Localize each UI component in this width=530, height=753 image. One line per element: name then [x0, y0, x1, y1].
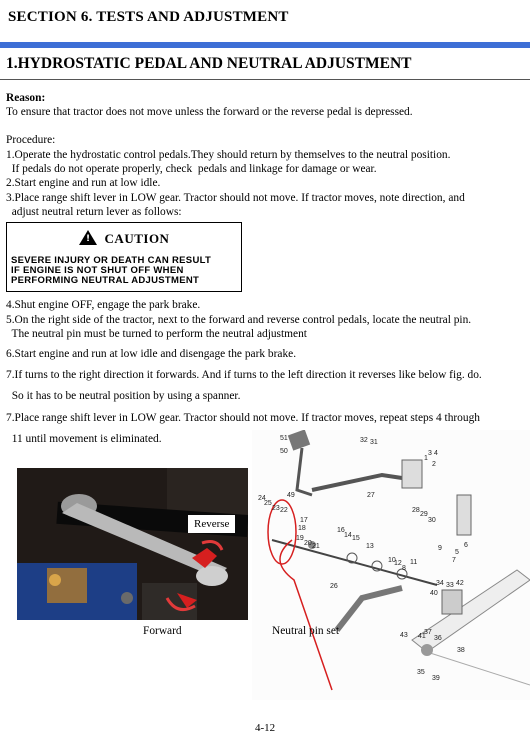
part-number: 15: [352, 535, 360, 542]
step-line: 1.Operate the hydrostatic control pedals.They should return by themselves to the neutral position.: [6, 149, 451, 161]
pedal-linkage-diagram: [252, 430, 530, 700]
caution-title: CAUTION: [104, 231, 170, 246]
reason-label: Reason:: [6, 92, 46, 104]
part-number: 38: [457, 647, 465, 654]
part-number: 14: [344, 532, 352, 539]
part-number: 19: [296, 535, 304, 542]
part-number: 43: [400, 632, 408, 639]
parts-diagram-drawing: [252, 430, 530, 700]
part-number: 11: [410, 559, 418, 566]
part-number: 8: [402, 565, 406, 572]
caution-box: [6, 222, 242, 292]
neutral-pin-photo: [17, 468, 248, 620]
step-line: If pedals do not operate properly, check pedals and linkage for damage or wear.: [6, 163, 377, 175]
part-number: 35: [417, 669, 425, 676]
part-number: 20: [304, 540, 312, 547]
page-heading: 1.HYDROSTATIC PEDAL AND NEUTRAL ADJUSTMENT: [6, 55, 412, 72]
part-number: 32: [360, 437, 368, 444]
diagram-caption: Neutral pin set: [272, 625, 340, 637]
section-title: SECTION 6. TESTS AND ADJUSTMENT: [8, 9, 289, 25]
caution-line: SEVERE INJURY OR DEATH CAN RESULT: [11, 255, 212, 266]
procedure-label: Procedure:: [6, 134, 56, 146]
part-number: 4: [434, 450, 438, 457]
step-line: adjust neutral return lever as follows:: [6, 206, 182, 218]
part-number: 22: [280, 507, 288, 514]
part-number: 29: [420, 511, 428, 518]
part-number: 18: [298, 525, 306, 532]
step-line: 11 until movement is eliminated.: [6, 433, 162, 445]
part-number: 31: [370, 439, 378, 446]
step-line: 7.Place range shift lever in LOW gear. Tractor should not move. If tractor moves, repeat steps 4 through: [6, 412, 480, 424]
caution-text: [11, 256, 237, 286]
part-number: 1: [424, 455, 428, 462]
part-number: 34: [436, 580, 444, 587]
part-number: 33: [446, 582, 454, 589]
part-number: 30: [428, 517, 436, 524]
caution-line: PERFORMING NEUTRAL ADJUSTMENT: [11, 275, 200, 286]
part-number: 23: [272, 505, 280, 512]
part-number: 24: [258, 495, 266, 502]
part-number: 5: [455, 549, 459, 556]
part-number: 21: [312, 543, 320, 550]
part-number: 16: [337, 527, 345, 534]
part-number: 28: [412, 507, 420, 514]
page-number: 4-12: [255, 722, 276, 734]
part-number: 3: [428, 450, 432, 457]
part-number: 39: [432, 675, 440, 682]
part-number: 50: [280, 448, 288, 455]
step-line: 5.On the right side of the tractor, next to the forward and reverse control pedals, locate the neutral pin.: [6, 314, 472, 326]
part-number: 27: [367, 492, 375, 499]
photo-illustration: [17, 468, 248, 620]
part-number: 9: [438, 545, 442, 552]
step-line: 7.If turns to the right direction it forwards. And if turns to the left direction it reverses like below fig. do.: [6, 369, 482, 381]
part-number: 13: [366, 543, 374, 550]
reason-text: To ensure that tractor does not move unless the forward or the reverse pedal is depressed.: [6, 106, 413, 118]
step-line: 6.Start engine and run at low idle and disengage the park brake.: [6, 348, 297, 360]
caution-heading: [7, 230, 241, 247]
caution-line: IF ENGINE IS NOT SHUT OFF WHEN: [11, 265, 184, 276]
step-line: 4.Shut engine OFF, engage the park brake.: [6, 299, 201, 311]
part-number: 6: [464, 542, 468, 549]
part-number: 7: [452, 557, 456, 564]
part-number: 17: [300, 517, 308, 524]
part-number: 37: [424, 629, 432, 636]
part-number: 51: [280, 435, 288, 442]
part-number: 49: [287, 492, 295, 499]
forward-label: Forward: [143, 625, 182, 637]
part-number: 25: [264, 500, 272, 507]
section-divider-bar: [0, 42, 530, 48]
part-number: 41: [418, 633, 426, 640]
part-number: 26: [330, 583, 338, 590]
step-line: So it has to be neutral position by using a spanner.: [6, 390, 241, 402]
part-number: 42: [456, 580, 464, 587]
part-number: 10: [388, 557, 396, 564]
part-number: 12: [394, 560, 402, 567]
part-number: 36: [434, 635, 442, 642]
part-number: 40: [430, 590, 438, 597]
step-line: The neutral pin must be turned to perform the neutral adjustment: [6, 328, 307, 340]
reverse-label: Reverse: [188, 515, 235, 533]
step-line: 2.Start engine and run at low idle.: [6, 177, 161, 189]
part-number: 2: [432, 461, 436, 468]
heading-rule: [0, 79, 530, 80]
step-line: 3.Place range shift lever in LOW gear. Tractor should not move. If tractor moves, note direction, and: [6, 192, 465, 204]
warning-icon: !: [79, 230, 97, 245]
